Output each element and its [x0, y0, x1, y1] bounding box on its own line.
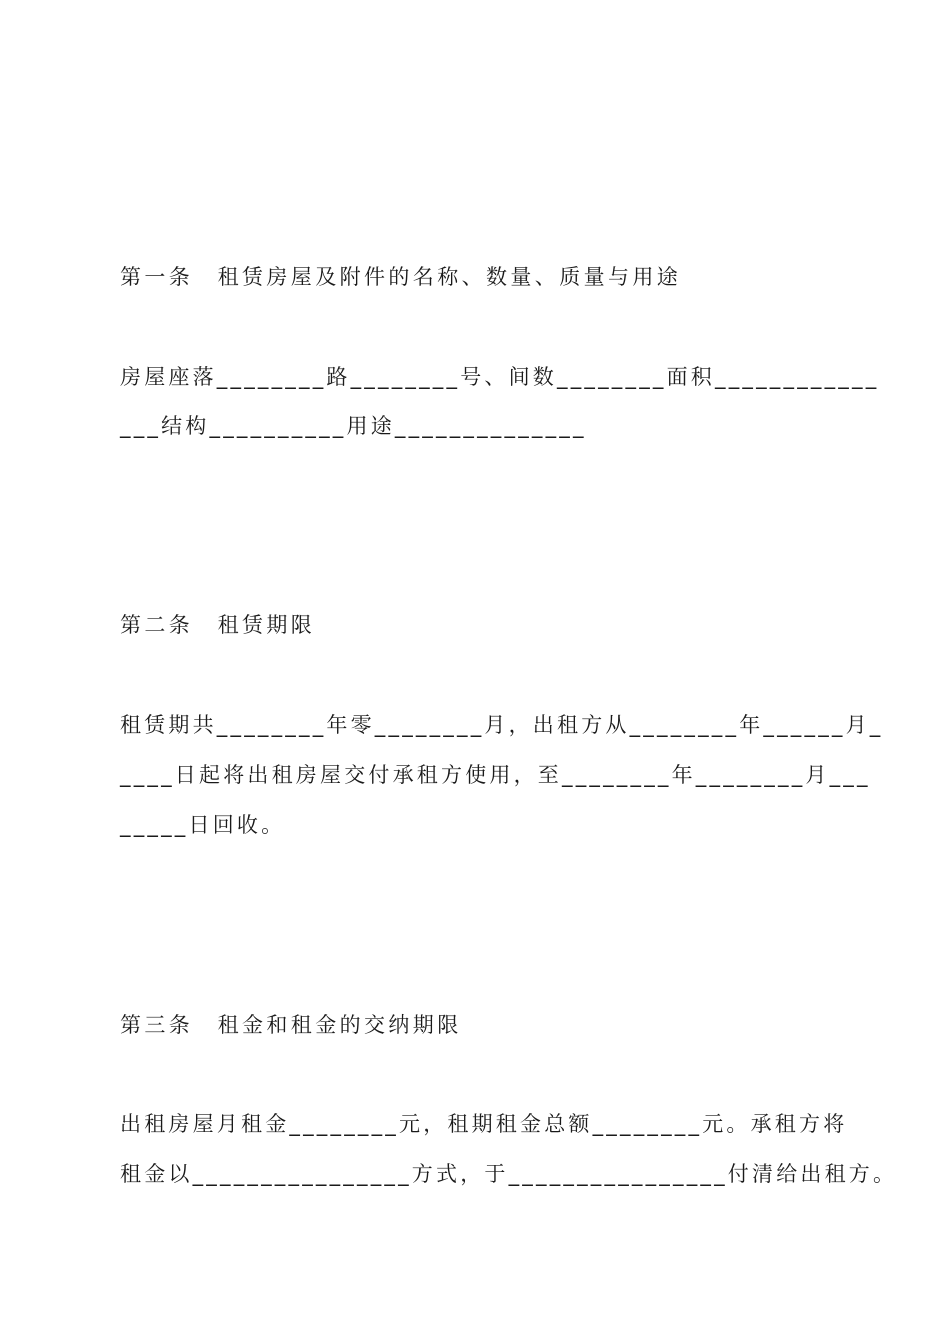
article-3-heading: 第三条 租金和租金的交纳期限 [120, 1013, 462, 1037]
article-3-line-2: 租金以________________方式，于________________付清给出租方。 [120, 1162, 898, 1186]
article-3-line-1: 出租房屋月租金________元，租期租金总额________元。承租方将 [120, 1112, 848, 1136]
article-1-line-1: 房屋座落________路________号、间数________面积____________ [120, 365, 880, 389]
article-2-line-2: ____日起将出租房屋交付承租方使用，至________年________月___ [120, 763, 871, 787]
article-2-heading: 第二条 租赁期限 [120, 613, 316, 637]
article-1-line-2: ___结构__________用途______________ [120, 414, 587, 438]
article-2-line-3: _____日回收。 [120, 813, 286, 837]
article-2-line-1: 租赁期共________年零________月，出租方从________年______月_ [120, 713, 884, 737]
article-1-heading: 第一条 租赁房屋及附件的名称、数量、质量与用途 [120, 265, 682, 289]
